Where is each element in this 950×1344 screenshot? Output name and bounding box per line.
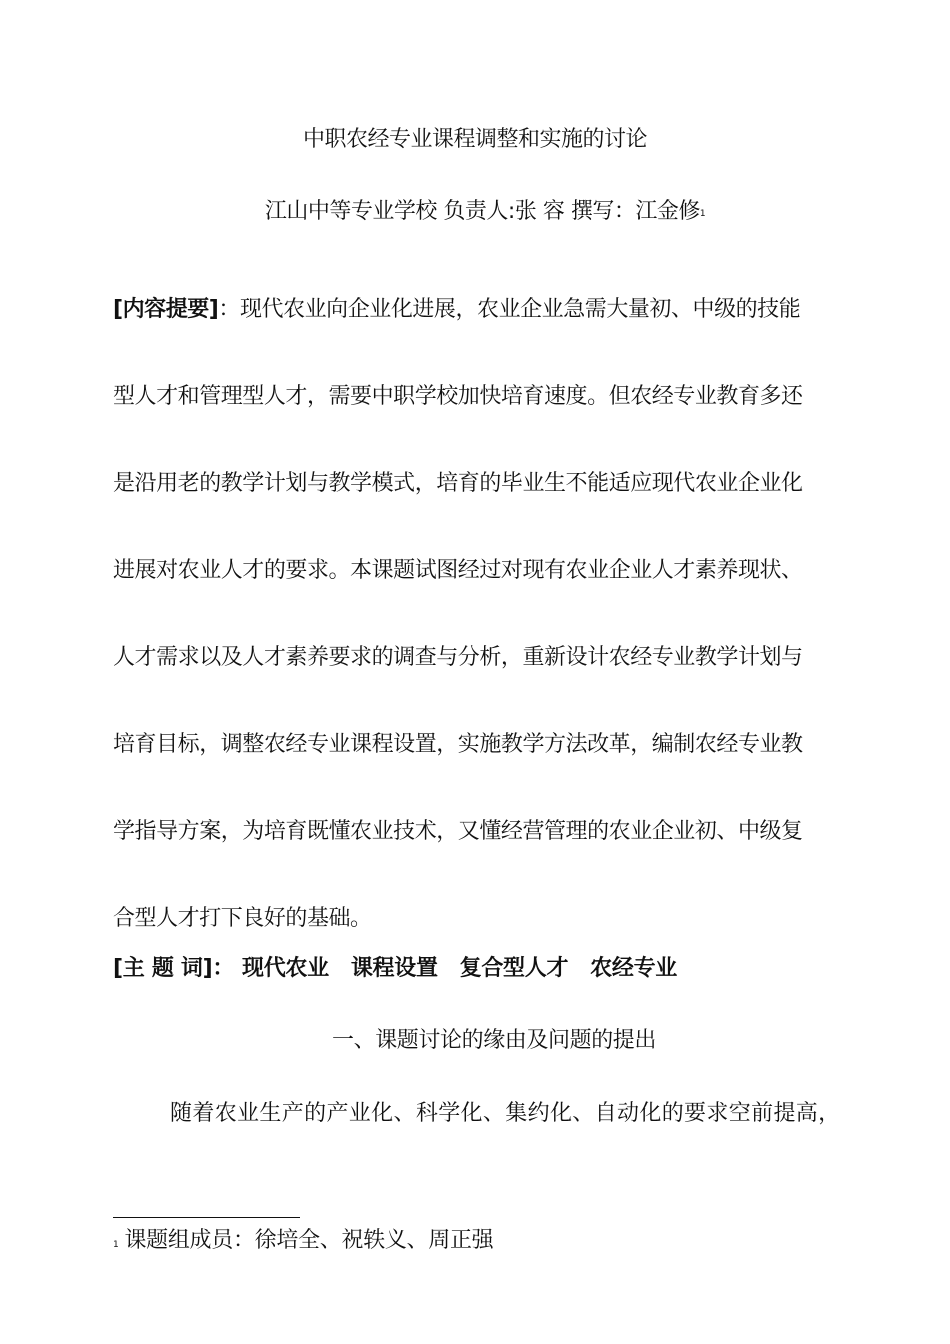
abstract-line: 人才需求以及人才素养要求的调查与分析，重新设计农经专业教学计划与 bbox=[113, 645, 803, 670]
keyword: 农经专业 bbox=[590, 956, 677, 981]
abstract-line bbox=[113, 266, 863, 353]
document-title: 中职农经专业课程调整和实施的讨论 bbox=[302, 127, 647, 152]
footnote-text: 课题组成员：徐培全、祝轶义、周正强 bbox=[124, 1228, 494, 1253]
abstract-line: 型人才和管理型人才，需要中职学校加快培育速度。但农经专业教育多还 bbox=[113, 384, 803, 409]
section-heading: 一、课题讨论的缘由及问题的提出 bbox=[332, 1028, 657, 1053]
body-paragraph: 随着农业生产的产业化、科学化、集约化、自动化的要求空前提高， bbox=[170, 1101, 841, 1126]
abstract-line: 合型人才打下良好的基础。 bbox=[113, 906, 372, 931]
keyword: 现代农业 bbox=[242, 956, 329, 981]
author-line bbox=[0, 196, 950, 228]
abstract-label: [内容提要] bbox=[113, 297, 219, 322]
author-footnote-mark: 1 bbox=[699, 209, 706, 219]
abstract-line: 学指导方案，为培育既懂农业技术，又懂经营管理的农业企业初、中级复 bbox=[113, 819, 803, 844]
keywords-label: [主 题 词]： bbox=[113, 956, 235, 981]
footnote bbox=[113, 1225, 493, 1257]
keywords bbox=[113, 952, 677, 986]
author-text: 江山中等专业学校 负责人:张 容 撰写：江金修 bbox=[264, 199, 700, 224]
abstract bbox=[113, 266, 863, 962]
abstract-line: 培育目标，调整农经专业课程设置，实施教学方法改革，编制农经专业教 bbox=[113, 732, 803, 757]
footnote-divider bbox=[113, 1217, 300, 1218]
footnote-mark: 1 bbox=[113, 1240, 119, 1250]
abstract-line-text: ：现代农业向企业化进展，农业企业急需大量初、中级的技能 bbox=[218, 297, 801, 322]
keyword: 复合型人才 bbox=[459, 956, 569, 981]
keyword: 课程设置 bbox=[350, 956, 438, 981]
abstract-line: 进展对农业人才的要求。本课题试图经过对现有农业企业人才素养现状、 bbox=[113, 558, 803, 583]
abstract-line: 是沿用老的教学计划与教学模式，培育的毕业生不能适应现代农业企业化 bbox=[113, 471, 803, 496]
